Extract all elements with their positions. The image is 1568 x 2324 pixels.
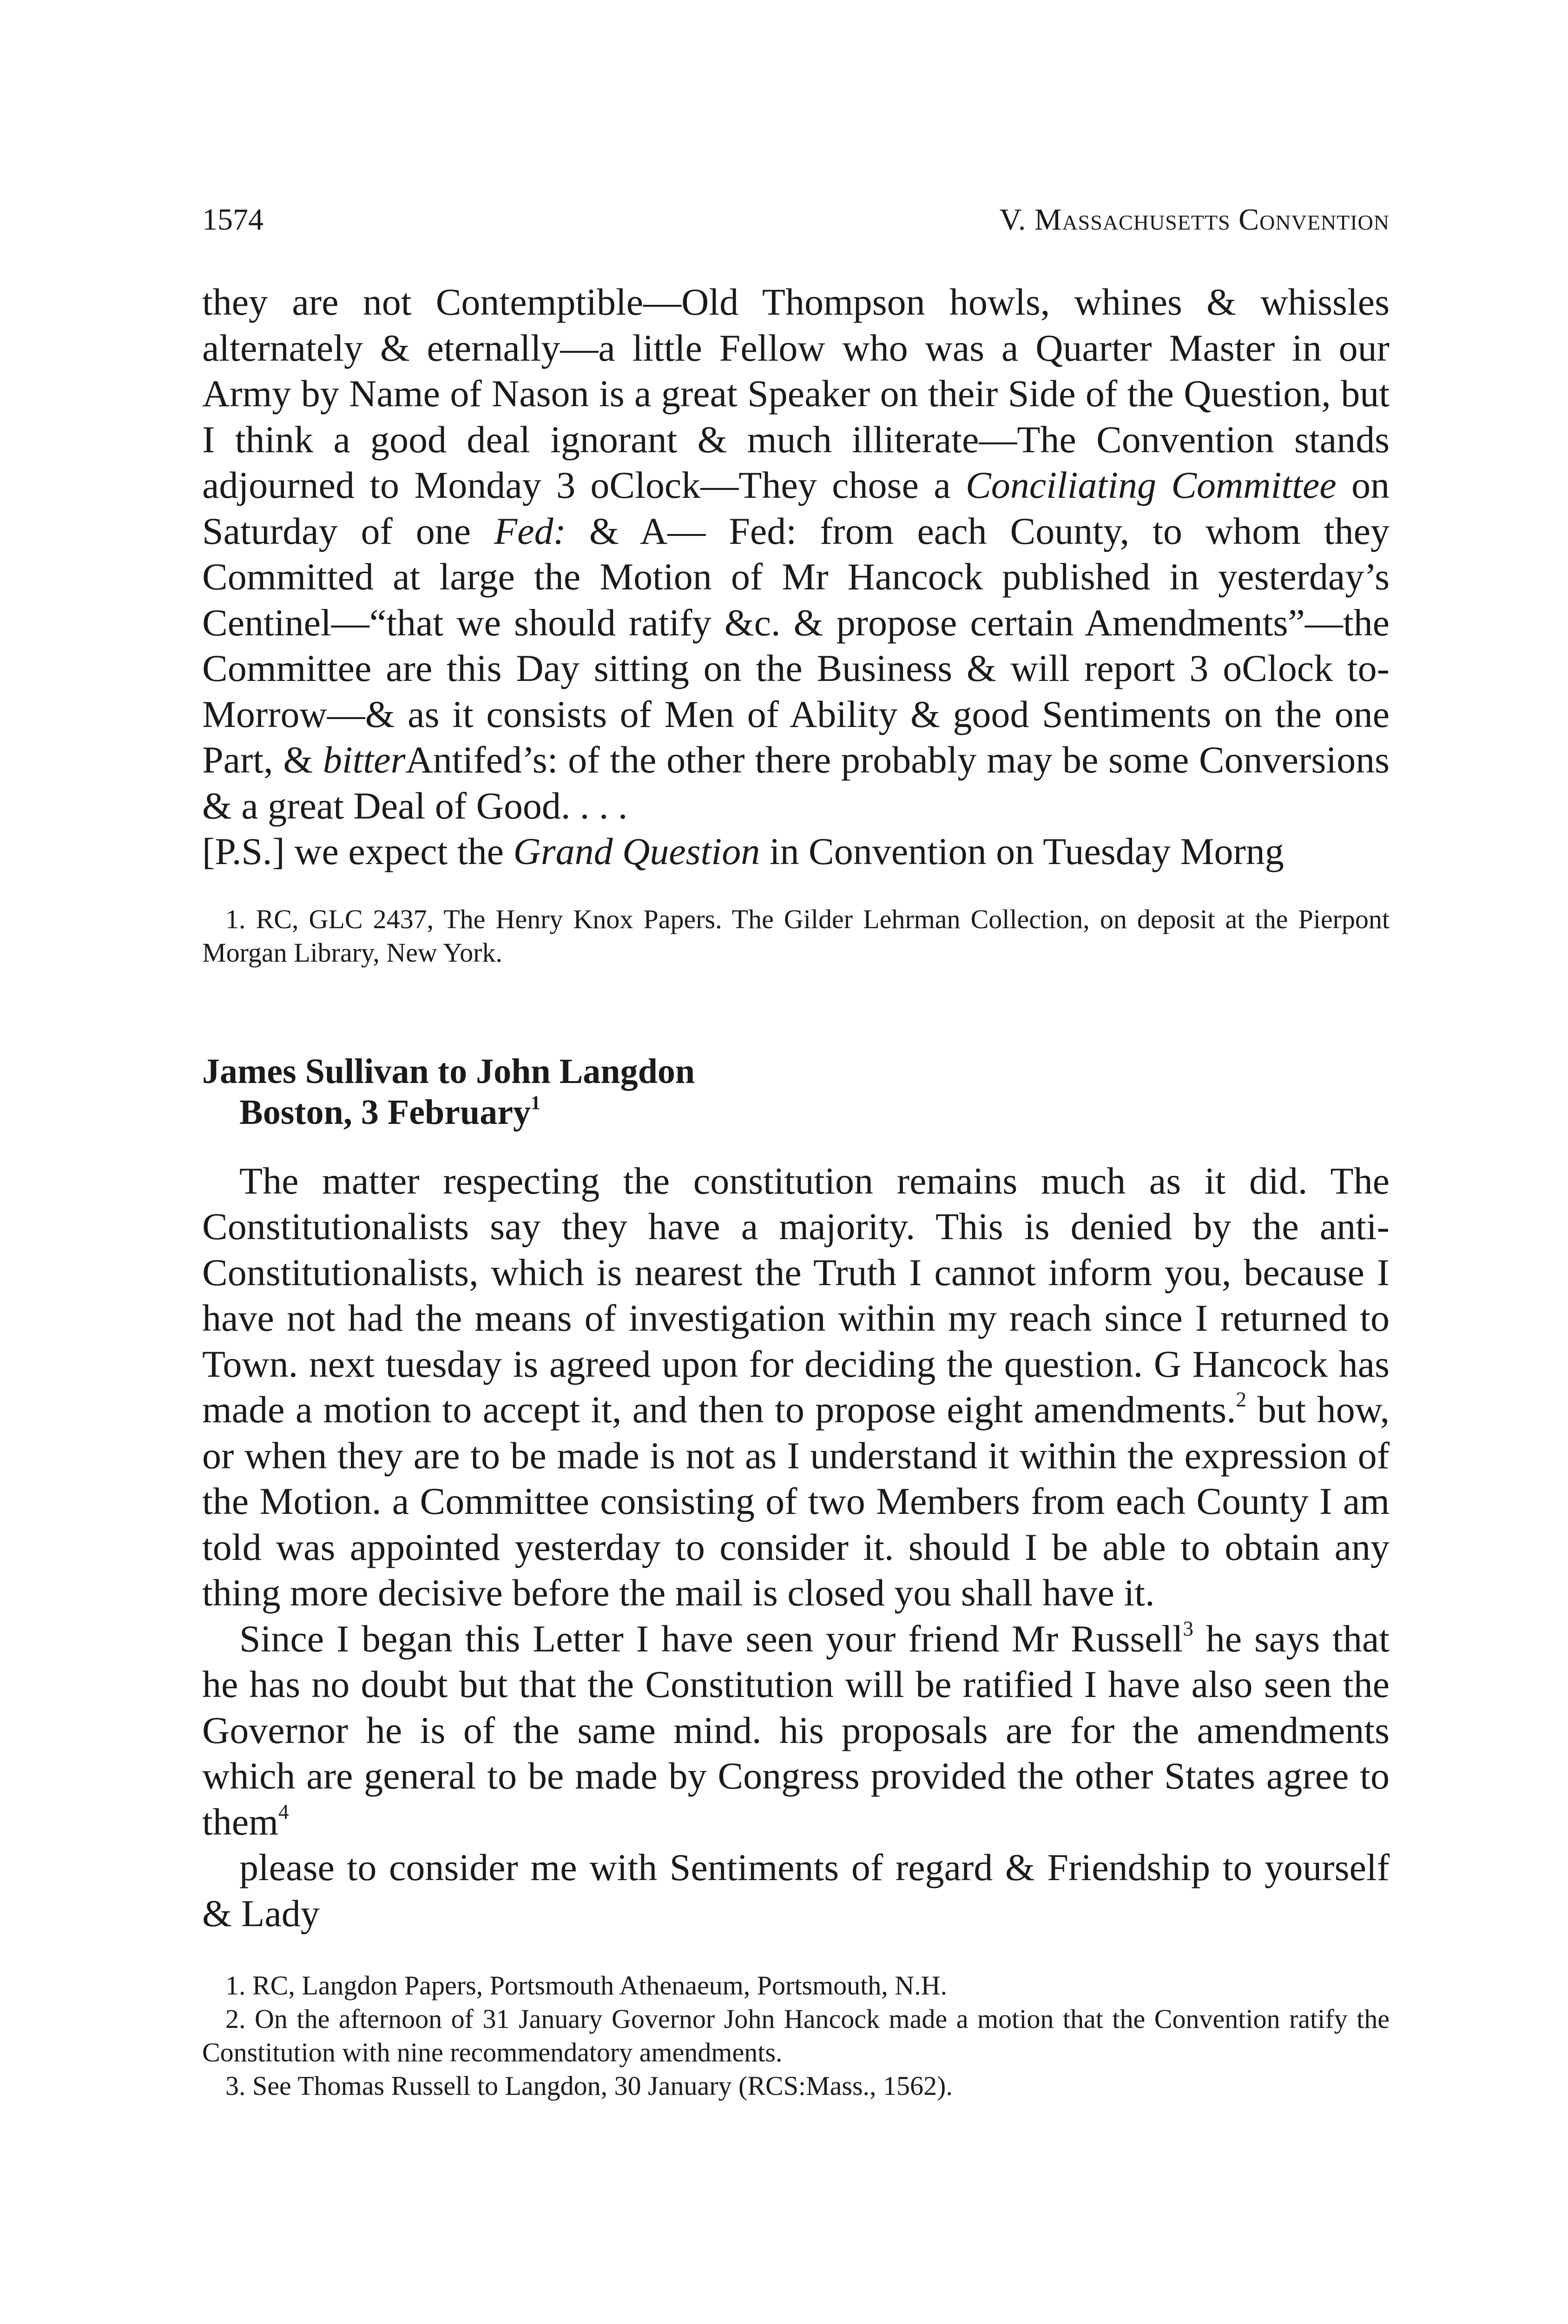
footnote: 1. RC, Langdon Papers, Portsmouth Athenaeum, Portsmouth, N.H. (225, 1970, 948, 2000)
italic-run: bitter (323, 739, 406, 781)
text-run: he says that he has no doubt but that the Constitution will be ratified I have also seen the Governor he is of the same mind. his proposals are for the amendments which are general to be made by Congress provided the other States agree to them (202, 1617, 1390, 1843)
note-reference: 3 (1183, 1617, 1193, 1640)
continuation-paragraph (202, 279, 1390, 829)
heading-dateline (202, 1092, 1390, 1133)
footnotes-section-1 (202, 903, 1390, 970)
letter-closing: please to consider me with Sentiments of regard & Friendship to yourself & Lady (202, 1846, 1390, 1934)
italic-run: Fed: (494, 509, 566, 552)
text-run: in Convention on Tuesday Morng (760, 830, 1284, 872)
postscript (202, 829, 1390, 875)
letter-continuation (202, 279, 1390, 875)
text-run: [P.S.] we expect the (202, 830, 514, 872)
letter-body (202, 1158, 1390, 1937)
italic-run: Grand Question (513, 830, 760, 872)
footnote: 1. RC, GLC 2437, The Henry Knox Papers. The Gilder Lehrman Collection, on deposit at the Pierpont Morgan Library, New York. (202, 904, 1390, 968)
text-run: on Saturday of one (202, 464, 1390, 552)
running-head (202, 198, 1390, 242)
footnote: 2. On the afternoon of 31 January Governor John Hancock made a motion that the Convention ratify the Constitution with nine recommendatory amendments. (202, 2004, 1390, 2067)
letter-paragraph (202, 1158, 1390, 1616)
text-run: but how, or when they are to be made is not as I understand it within the expression of the Motion. a Committee consisting of two Members from each County I am told was appointed yesterday to consider it. should I be able to obtain any thing more decisive before the mail is closed you shall have it. (202, 1388, 1390, 1614)
text-run: Since I began this Letter I have seen your friend Mr Russell (239, 1617, 1183, 1660)
note-reference: 4 (278, 1800, 289, 1823)
heading-title: James Sullivan to John Langdon (202, 1051, 695, 1091)
footnote: 3. See Thomas Russell to Langdon, 30 January (RCS:Mass., 1562). (225, 2071, 953, 2101)
document-heading (202, 1051, 1390, 1133)
document-page (202, 198, 1390, 2103)
footnotes-section-2 (202, 1969, 1390, 2103)
dateline-text: Boston, 3 February (239, 1092, 531, 1132)
page-number: 1574 (202, 203, 264, 237)
text-run: they are not Contemptible—Old Thompson howls, whines & whissles alternately & eternally—a little Fellow who was a Quarter Master in our Army by Name of Nason is a great Speaker on their Side of the Question, but I think a good deal ignorant & much illiterate—The Convention stands adjourned to Monday 3 oClock—They chose a (202, 281, 1390, 506)
note-reference: 1 (531, 1092, 540, 1114)
text-run: Antifed’s: of the other there probably may be some Conversions & a great Deal of Good. . . . (202, 739, 1390, 827)
italic-run: Conciliating Committee (966, 464, 1337, 506)
running-head-title: V. Massachusetts Convention (999, 203, 1390, 237)
text-run: & A— Fed: from each County, to whom they Committed at large the Motion of Mr Hancock published in yesterday’s Centinel—“that we should ratify &c. & propose certain Amendments”—the Committee are this Day sitting on the Business & will report 3 oClock to-Morrow—& as it consists of Men of Ability & good Sentiments on the one Part, & (202, 509, 1390, 781)
text-run: The matter respecting the constitution remains much as it did. The Constitutionalists say they have a majority. This is denied by the anti-Constitutionalists, which is nearest the Truth I cannot inform you, because I have not had the means of investigation within my reach since I returned to Town. next tuesday is agreed upon for deciding the question. G Hancock has made a motion to accept it, and then to propose eight amendments. (202, 1159, 1390, 1431)
letter-paragraph (202, 1616, 1390, 1845)
note-reference: 2 (1236, 1388, 1247, 1412)
